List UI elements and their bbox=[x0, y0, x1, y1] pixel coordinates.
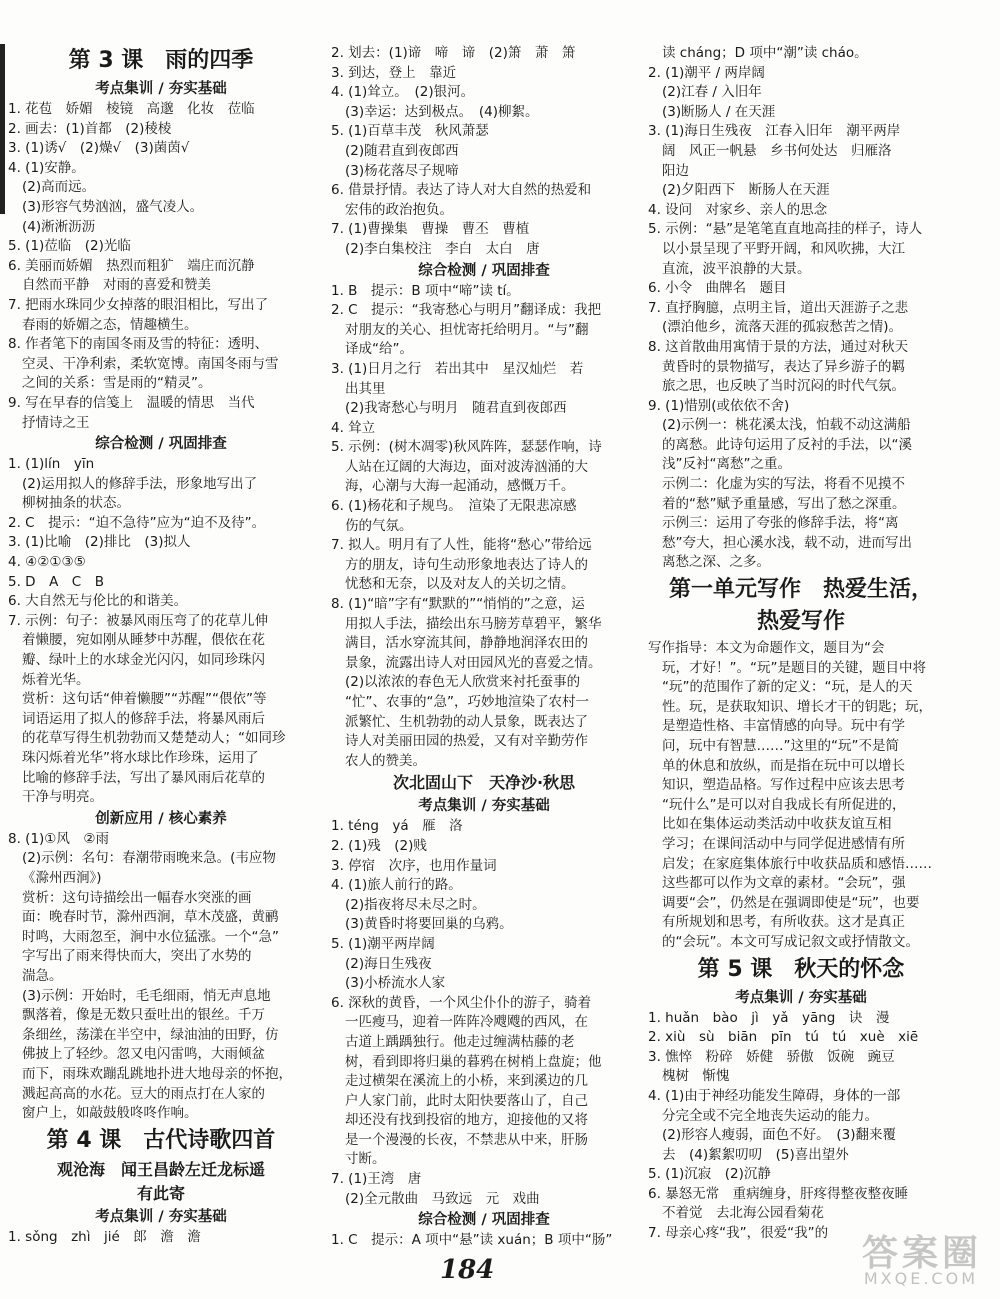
answer-line: (2)海日生残夜 bbox=[345, 955, 432, 972]
section-heading: 考点集训 / 夯实基础 bbox=[418, 798, 550, 815]
answer-line: (漂泊他乡，流落天涯的孤寂愁苦之情)。 bbox=[662, 319, 903, 336]
answer-line: 的花草写得生机勃勃而又楚楚动人；“如同珍 bbox=[22, 730, 286, 747]
answer-line: 示例三：运用了夸张的修辞手法，将“离 bbox=[662, 515, 899, 532]
answer-line: 春雨的娇媚之态，情趣横生。 bbox=[22, 316, 198, 333]
answer-line: 7. 直抒胸臆，点明主旨，道出天涯游子之悲 bbox=[648, 299, 909, 316]
answer-line: 去 (4)絮絮叨叨 (5)喜出望外 bbox=[662, 1146, 849, 1163]
answer-line: 6. 暴怒无常 重病缠身，肝疼得整夜整夜睡 bbox=[648, 1185, 909, 1202]
answer-line: (3)断肠人 / 在天涯 bbox=[662, 103, 776, 120]
answer-line: 愁”夸大，担心溪水浅，载不动，进而写出 bbox=[662, 534, 912, 551]
answer-line: 窗户上，如敲鼓般咚咚作响。 bbox=[22, 1105, 198, 1122]
answer-line: 人站在辽阔的大海边，面对波涛汹涌的大 bbox=[345, 458, 588, 475]
margin-bar bbox=[0, 44, 5, 214]
answer-line: 的离愁。此诗句运用了反衬的手法，以“溪 bbox=[662, 436, 912, 453]
answer-line: 问，玩中有智慧……”这里的“玩”不是简 bbox=[662, 738, 899, 754]
answer-line: 之间的关系：雪是雨的“精灵”。 bbox=[22, 375, 212, 392]
answer-line: 走过横架在溪流上的小桥，来到溪边的几 bbox=[345, 1073, 588, 1090]
answer-line: (2)全元散曲 马致远 元 戏曲 bbox=[345, 1190, 540, 1207]
answer-line: 阔 风正一帆悬 乡书何处达 归雁洛 bbox=[662, 142, 892, 159]
answer-line: 赏析：这句诗描绘出一幅春水突涨的画 bbox=[22, 889, 252, 906]
answer-line: 性。玩，是获取知识、增长才干的钥匙；玩， bbox=[662, 698, 932, 715]
poem-title: 观沧海 闻王昌龄左迁龙标遥 bbox=[56, 1159, 265, 1179]
answer-line: 2. (1)残 (2)贱 bbox=[331, 837, 427, 854]
answer-line: 2. 划去：(1)谛 啼 谛 (2)箫 萧 箫 bbox=[331, 45, 576, 61]
answer-line: 6. (1)杨花和子规鸟。 渲染了无限悲凉感 bbox=[331, 498, 577, 515]
answer-line: 4. 设问 对家乡、亲人的思念 bbox=[648, 201, 828, 218]
answer-line: 着懒腰，宛如刚从睡梦中苏醒，偎依在花 bbox=[22, 632, 265, 649]
answer-line: (2)指夜将尽未尽之时。 bbox=[345, 896, 486, 913]
answer-line: 而下，雨珠欢蹦乱跳地扑进大地母亲的怀抱， bbox=[22, 1065, 292, 1082]
answer-line: (4)淅淅沥沥 bbox=[22, 218, 96, 235]
answer-line: 离愁之深、之多。 bbox=[662, 554, 770, 571]
answer-line: 9. 写在早春的信笺上 温暖的情思 当代 bbox=[8, 394, 255, 411]
answer-line: 4. (1)由于神经功能发生障碍，身体的一部 bbox=[648, 1087, 901, 1104]
answer-line: 6. 借景抒情。表达了诗人对大自然的热爱和 bbox=[331, 182, 592, 199]
answer-line: (2)示例一：桃花溪太浅，怕载不动这满船 bbox=[662, 417, 911, 434]
answer-line: 《滁州西涧》) bbox=[22, 869, 102, 886]
answer-line: 古道上踽踽独行。他走过缠满枯藤的老 bbox=[345, 1033, 575, 1050]
answer-line: 示例二：化虚为实的写法，将看不见摸不 bbox=[662, 476, 905, 493]
answer-line: 黄昏时的景物描写，表达了异乡游子的羁 bbox=[662, 358, 905, 375]
answer-line: 1. 花苞 娇媚 棱镜 高邈 化妆 莅临 bbox=[8, 101, 255, 117]
answer-line: 阳边 bbox=[662, 162, 689, 179]
answer-line: 学习；在课间活动中与同学促进感情有所 bbox=[662, 835, 905, 852]
section-heading: 考点集训 / 夯实基础 bbox=[95, 81, 227, 97]
answer-line: 飘落着，像是无数只蚕吐出的银丝。千万 bbox=[22, 1007, 265, 1024]
answer-line: “忙”、农事的“急”，巧妙地渲染了农村一 bbox=[345, 694, 589, 710]
answer-line: 用拟人手法，描绘出东马膀芳草碧平，繁华 bbox=[345, 615, 602, 632]
answer-line: 5. (1)莅临 (2)光临 bbox=[8, 238, 131, 255]
answer-line: (3)示例：开始时，毛毛细雨，悄无声息地 bbox=[22, 987, 271, 1004]
answer-line: 8. 这首散曲用寓情于景的方法，通过对秋天 bbox=[648, 338, 909, 355]
answer-line: 忧愁和无奈，以及对友人的关切之情。 bbox=[345, 576, 575, 593]
answer-line: 1. B 提示：B 项中“啼”读 tí。 bbox=[331, 282, 520, 299]
answer-line: 调要“会”，仍然是在强调即使是“玩”，也要 bbox=[662, 894, 920, 911]
answer-line: (3)幸运：达到极点。 (4)柳絮。 bbox=[345, 103, 539, 120]
answer-line: 1. huǎn bào jì yǎ yāng 诀 漫 bbox=[648, 1009, 890, 1026]
answer-line: 条细丝，荡漾在半空中，绿油油的田野，仿 bbox=[22, 1026, 279, 1043]
answer-line: 方的朋友，诗句生动形象地表达了诗人的 bbox=[345, 556, 588, 573]
answer-line: 的“会玩”。本文可写成记叙文或抒情散文。 bbox=[662, 933, 919, 950]
answer-line: 对朋友的关心、担忧寄托给明月。“与”翻 bbox=[345, 321, 589, 338]
answer-line: 4. 耸立 bbox=[331, 419, 376, 436]
answer-line: 7. 示例：句子：被暴风雨压弯了的花草儿伸 bbox=[8, 612, 269, 629]
answer-line: 6. 小令 曲牌名 题目 bbox=[648, 280, 787, 297]
answer-line: (3)黄昏时将要回巢的乌鸦。 bbox=[345, 916, 513, 933]
answer-line: 1. (1)lín yīn bbox=[8, 456, 95, 473]
column-left bbox=[8, 44, 314, 1247]
answer-line: 读 cháng；D 项中“潮”读 cháo。 bbox=[662, 45, 868, 61]
answer-line: (2)高而远。 bbox=[22, 179, 96, 196]
answer-line: 干净与明亮。 bbox=[22, 789, 103, 806]
answer-line: 以小景呈现了平野开阔，和风吹拂，大江 bbox=[662, 240, 905, 257]
answer-line: (2)我寄愁心与明月 随君直到夜郎西 bbox=[345, 400, 567, 417]
answer-line: 5. (1)百草丰茂 秋风萧瑟 bbox=[331, 123, 489, 140]
answer-line: 槐树 惭愧 bbox=[662, 1068, 730, 1085]
answer-line: 2. C 提示：“我寄愁心与明月”翻译成：我把 bbox=[331, 302, 602, 319]
answer-line: 2. (1)潮平 / 两岸阔 bbox=[648, 64, 765, 81]
answer-line: 4. (1)旅人前行的路。 bbox=[331, 877, 462, 894]
answer-line: 写作指导：本文为命题作文，题目为“会 bbox=[648, 640, 885, 657]
answer-line: 6. 深秋的黄昏，一个风尘仆仆的游子，骑着 bbox=[331, 994, 592, 1011]
answer-line: 柳树抽条的状态。 bbox=[22, 495, 130, 512]
lesson-title: 第一单元写作 热爱生活， bbox=[668, 577, 933, 603]
answer-line: 寸断。 bbox=[345, 1151, 386, 1168]
answer-line: 7. 母亲心疼“我”，很爱“我”的 bbox=[648, 1225, 829, 1242]
answer-line: 3. (1)诱√ (2)燥√ (3)菌茵√ bbox=[8, 140, 190, 157]
answer-line: 是塑造性格、丰富情感的向导。玩中有学 bbox=[662, 718, 905, 735]
answer-line: 7. 拟人。明月有了人性，能将“愁心”带给远 bbox=[331, 537, 592, 554]
answer-line: (3)小桥流水人家 bbox=[345, 975, 446, 992]
answer-line: 启发；在家庭集体旅行中收获品质和感悟…… bbox=[662, 855, 932, 872]
answer-line: 旅之思，也反映了当时沉闷的时代气氛。 bbox=[662, 378, 905, 395]
answer-line: 空灵、干净利索，柔软宽博。南国冬雨与雪 bbox=[22, 355, 279, 372]
answer-line: 湍急。 bbox=[22, 967, 63, 984]
answer-line: 分完全或不完全地丧失运动的能力。 bbox=[662, 1107, 878, 1124]
answer-line: 2. xiù sù biān pīn tú tú xuè xiē bbox=[648, 1029, 919, 1046]
answer-line: 词语运用了拟人的修辞手法，将暴风雨后 bbox=[22, 710, 265, 727]
section-heading: 考点集训 / 夯实基础 bbox=[95, 1208, 227, 1225]
answer-line: 烁着光华。 bbox=[22, 671, 90, 688]
answer-line: 6. 美丽而娇媚 热烈而粗犷 端庄而沉静 bbox=[8, 257, 255, 274]
answer-line: 5. D A C B bbox=[8, 573, 104, 590]
answer-line: 浅”反衬“离愁”之重。 bbox=[662, 456, 791, 473]
answer-line: 派繁忙、生机勃勃的动人景象，既表达了 bbox=[345, 713, 588, 730]
answer-line: 瓣、绿叶上的水球金光闪闪，如同珍珠闪 bbox=[22, 652, 265, 669]
section-heading: 考点集训 / 夯实基础 bbox=[735, 989, 867, 1006]
answer-line: 7. 把雨水珠同少女掉落的眼泪相比，写出了 bbox=[8, 296, 269, 313]
answer-line: 是一个漫漫的长夜，不禁悲从中来，肝肠 bbox=[345, 1131, 588, 1148]
answer-line: 5. 示例：“悬”是笔笔直直地高挂的样子，诗人 bbox=[648, 221, 923, 238]
poem-title: 次北固山下 天净沙·秋思 bbox=[392, 773, 576, 793]
answer-line: 却还没有找到投宿的地方，迎接他的又将 bbox=[345, 1112, 588, 1129]
answer-line: 直流，波平浪静的大景。 bbox=[662, 260, 811, 277]
answer-line: 单的休息和放纵，而是指在玩中可以增长 bbox=[662, 757, 905, 774]
answer-line: (3)杨花落尽子规啼 bbox=[345, 162, 459, 179]
answer-line: 有所规划和思考，有所收获。这才是真正 bbox=[662, 914, 905, 931]
section-heading: 综合检测 / 巩固排查 bbox=[95, 436, 227, 453]
answer-line: 3. (1)海日生残夜 江春入旧年 潮平两岸 bbox=[648, 123, 901, 140]
answer-line: (2)示例：名句：春潮带雨晚来急。(韦应物 bbox=[22, 850, 276, 867]
answer-line: 农人的赞美。 bbox=[345, 752, 426, 769]
lesson-title: 第 3 课 雨的四季 bbox=[68, 48, 254, 73]
answer-line: “玩什么”是可以对自我成长有所促进的， bbox=[662, 796, 906, 813]
answer-line: 不着觉 去北海公园看菊花 bbox=[662, 1205, 824, 1222]
answer-line: 溅起高高的水花。豆大的雨点打在人家的 bbox=[22, 1085, 265, 1102]
answer-line: (3)形容气势汹汹，盛气凌人。 bbox=[22, 198, 204, 215]
answer-line: 9. (1)惜别(或依依不舍) bbox=[648, 397, 790, 414]
answer-line: (2)随君直到夜郎西 bbox=[345, 142, 459, 159]
page-number: 184 bbox=[440, 1255, 495, 1285]
answer-line: (2)夕阳西下 断肠人在天涯 bbox=[662, 182, 830, 199]
column-right bbox=[648, 44, 954, 1244]
answer-line: 知识，塑造品格。写作过程中应该去思考 bbox=[662, 777, 905, 794]
answer-line: 树，看到即将归巢的暮鸦在树梢上盘旋；他 bbox=[345, 1053, 602, 1070]
answer-line: 4. (1)耸立。 (2)银河。 bbox=[331, 84, 475, 101]
section-heading: 创新应用 / 核心素养 bbox=[95, 810, 227, 827]
answer-line: 8. (1)①风 ②雨 bbox=[8, 830, 109, 847]
answer-line: 满目，活水穿流其间，静静地润泽农田的 bbox=[345, 635, 588, 652]
answer-line: 佛披上了轻纱。忽又电闪雷鸣，大雨倾盆 bbox=[22, 1046, 265, 1063]
answer-line: 海，心潮与大海一起涌动，感慨万千。 bbox=[345, 478, 575, 495]
answer-line: 5. (1)潮平两岸阔 bbox=[331, 935, 435, 952]
answer-line: 着的“愁”赋予重量感，写出了愁之深重。 bbox=[662, 495, 906, 512]
answer-line: (2)运用拟人的修辞手法，形象地写出了 bbox=[22, 475, 258, 492]
answer-line: 自然而平静 对雨的喜爱和赞美 bbox=[22, 277, 211, 294]
answer-line: 7. (1)曹操集 曹操 曹丕 曹植 bbox=[331, 221, 530, 238]
answer-line: (2)形容人瘦弱，面色不好。 (3)翻来覆 bbox=[662, 1127, 896, 1144]
answer-line: 伤的气氛。 bbox=[345, 517, 413, 534]
answer-line: (2)以浓浓的春色无人欣赏来衬托蚕事的 bbox=[345, 674, 581, 691]
section-heading: 综合检测 / 巩固排查 bbox=[418, 1212, 550, 1229]
watermark-logo: 答案圈 bbox=[861, 1233, 982, 1274]
answer-line: 3. 憔悴 粉碎 娇健 骄傲 饭碗 豌豆 bbox=[648, 1048, 895, 1065]
answer-line: 8. (1)“暗”字有“默默的”“悄悄的”之意，运 bbox=[331, 596, 585, 613]
answer-line: 比喻的修辞手法，写出了暴风雨后花草的 bbox=[22, 769, 265, 786]
answer-line: 诗人对美丽田园的热爱，又有对辛勤劳作 bbox=[345, 733, 588, 750]
answer-line: 时鸣，大雨忽至，涧中水位猛涨。一个“急” bbox=[22, 928, 279, 945]
answer-line: 译成“给”。 bbox=[345, 341, 413, 358]
answer-line: (2)江春 / 入旧年 bbox=[662, 84, 762, 101]
poem-title: 有此寄 bbox=[136, 1183, 185, 1203]
answer-line: 抒情诗之王 bbox=[22, 414, 90, 431]
answer-line: (2)李白集校注 李白 太白 唐 bbox=[345, 240, 540, 257]
answer-line: “玩”的范围作了新的定义：“玩，是人的天 bbox=[662, 679, 913, 696]
answer-line: 3. (1)比喻 (2)排比 (3)拟人 bbox=[8, 534, 191, 551]
answer-line: 一匹瘦马，迎着一阵阵冷飕飕的西风，在 bbox=[345, 1014, 588, 1031]
answer-line: 3. (1)日月之行 若出其中 星汉灿烂 若 bbox=[331, 360, 584, 377]
answer-line: 玩，才好！”。“玩”是题目的关键，题目中将 bbox=[662, 659, 926, 676]
answer-line: 面：晚春时节，滁州西涧，草木茂盛，黄鹂 bbox=[22, 909, 279, 926]
answer-line: 2. C 提示：“迫不急待”应为“迫不及待”。 bbox=[8, 514, 266, 531]
answer-line: 户人家门前，此时太阳快要落山了，自己 bbox=[345, 1092, 588, 1109]
answer-line: 5. (1)沉寂 (2)沉静 bbox=[648, 1166, 771, 1183]
answer-line: 1. sǒng zhì jié 郎 澹 澹 bbox=[8, 1228, 201, 1245]
answer-line: 1. téng yá 雁 洛 bbox=[331, 818, 463, 835]
column-middle bbox=[331, 44, 637, 1251]
section-heading: 综合检测 / 巩固排查 bbox=[418, 262, 550, 279]
lesson-title: 热爱写作 bbox=[756, 609, 845, 635]
answer-line: 4. ④②①③⑤ bbox=[8, 554, 86, 571]
answer-line: 比如在集体运动类活动中收获友谊互相 bbox=[662, 816, 892, 833]
answer-line: 出其里 bbox=[345, 380, 386, 397]
answer-line: 珠闪烁着光华”将水球比作珍珠，运用了 bbox=[22, 750, 259, 766]
answer-line: 宏伟的政治抱负。 bbox=[345, 201, 453, 218]
answer-line: 3. 停宿 次序，也用作量词 bbox=[331, 857, 497, 874]
watermark bbox=[785, 1225, 990, 1291]
answer-line: 这些都可以作为文章的素材。“会玩”，强 bbox=[662, 875, 906, 892]
answer-line: 2. 画去：(1)首都 (2)稜棱 bbox=[8, 120, 172, 137]
answer-line: 7. (1)王湾 唐 bbox=[331, 1171, 422, 1188]
watermark-url: MXQE.COM bbox=[863, 1269, 978, 1288]
answer-line: 5. 示例：(树木凋零)秋风阵阵，瑟瑟作响，诗 bbox=[331, 439, 602, 456]
answer-line: 1. C 提示：A 项中“悬”读 xuán；B 项中“肠” bbox=[331, 1232, 613, 1249]
answer-line: 3. 到达，登上 靠近 bbox=[331, 64, 457, 81]
answer-line: 4. (1)安静。 bbox=[8, 159, 85, 176]
answer-line: 字写出了雨来得快而大，突出了水势的 bbox=[22, 948, 252, 965]
lesson-title: 第 5 课 秋天的怀念 bbox=[697, 956, 905, 982]
answer-line: 赏析：这句话“伸着懒腰”“苏醒”“偎依”等 bbox=[22, 691, 267, 708]
answer-line: 6. 大自然无与伦比的和谐美。 bbox=[8, 593, 188, 610]
lesson-title: 第 4 课 古代诗歌四首 bbox=[46, 1127, 276, 1153]
answer-line: 景象，流露出诗人对田园风光的喜爱之情。 bbox=[345, 654, 602, 671]
answer-line: 8. 作者笔下的南国冬雨及雪的特征：透明、 bbox=[8, 336, 269, 353]
